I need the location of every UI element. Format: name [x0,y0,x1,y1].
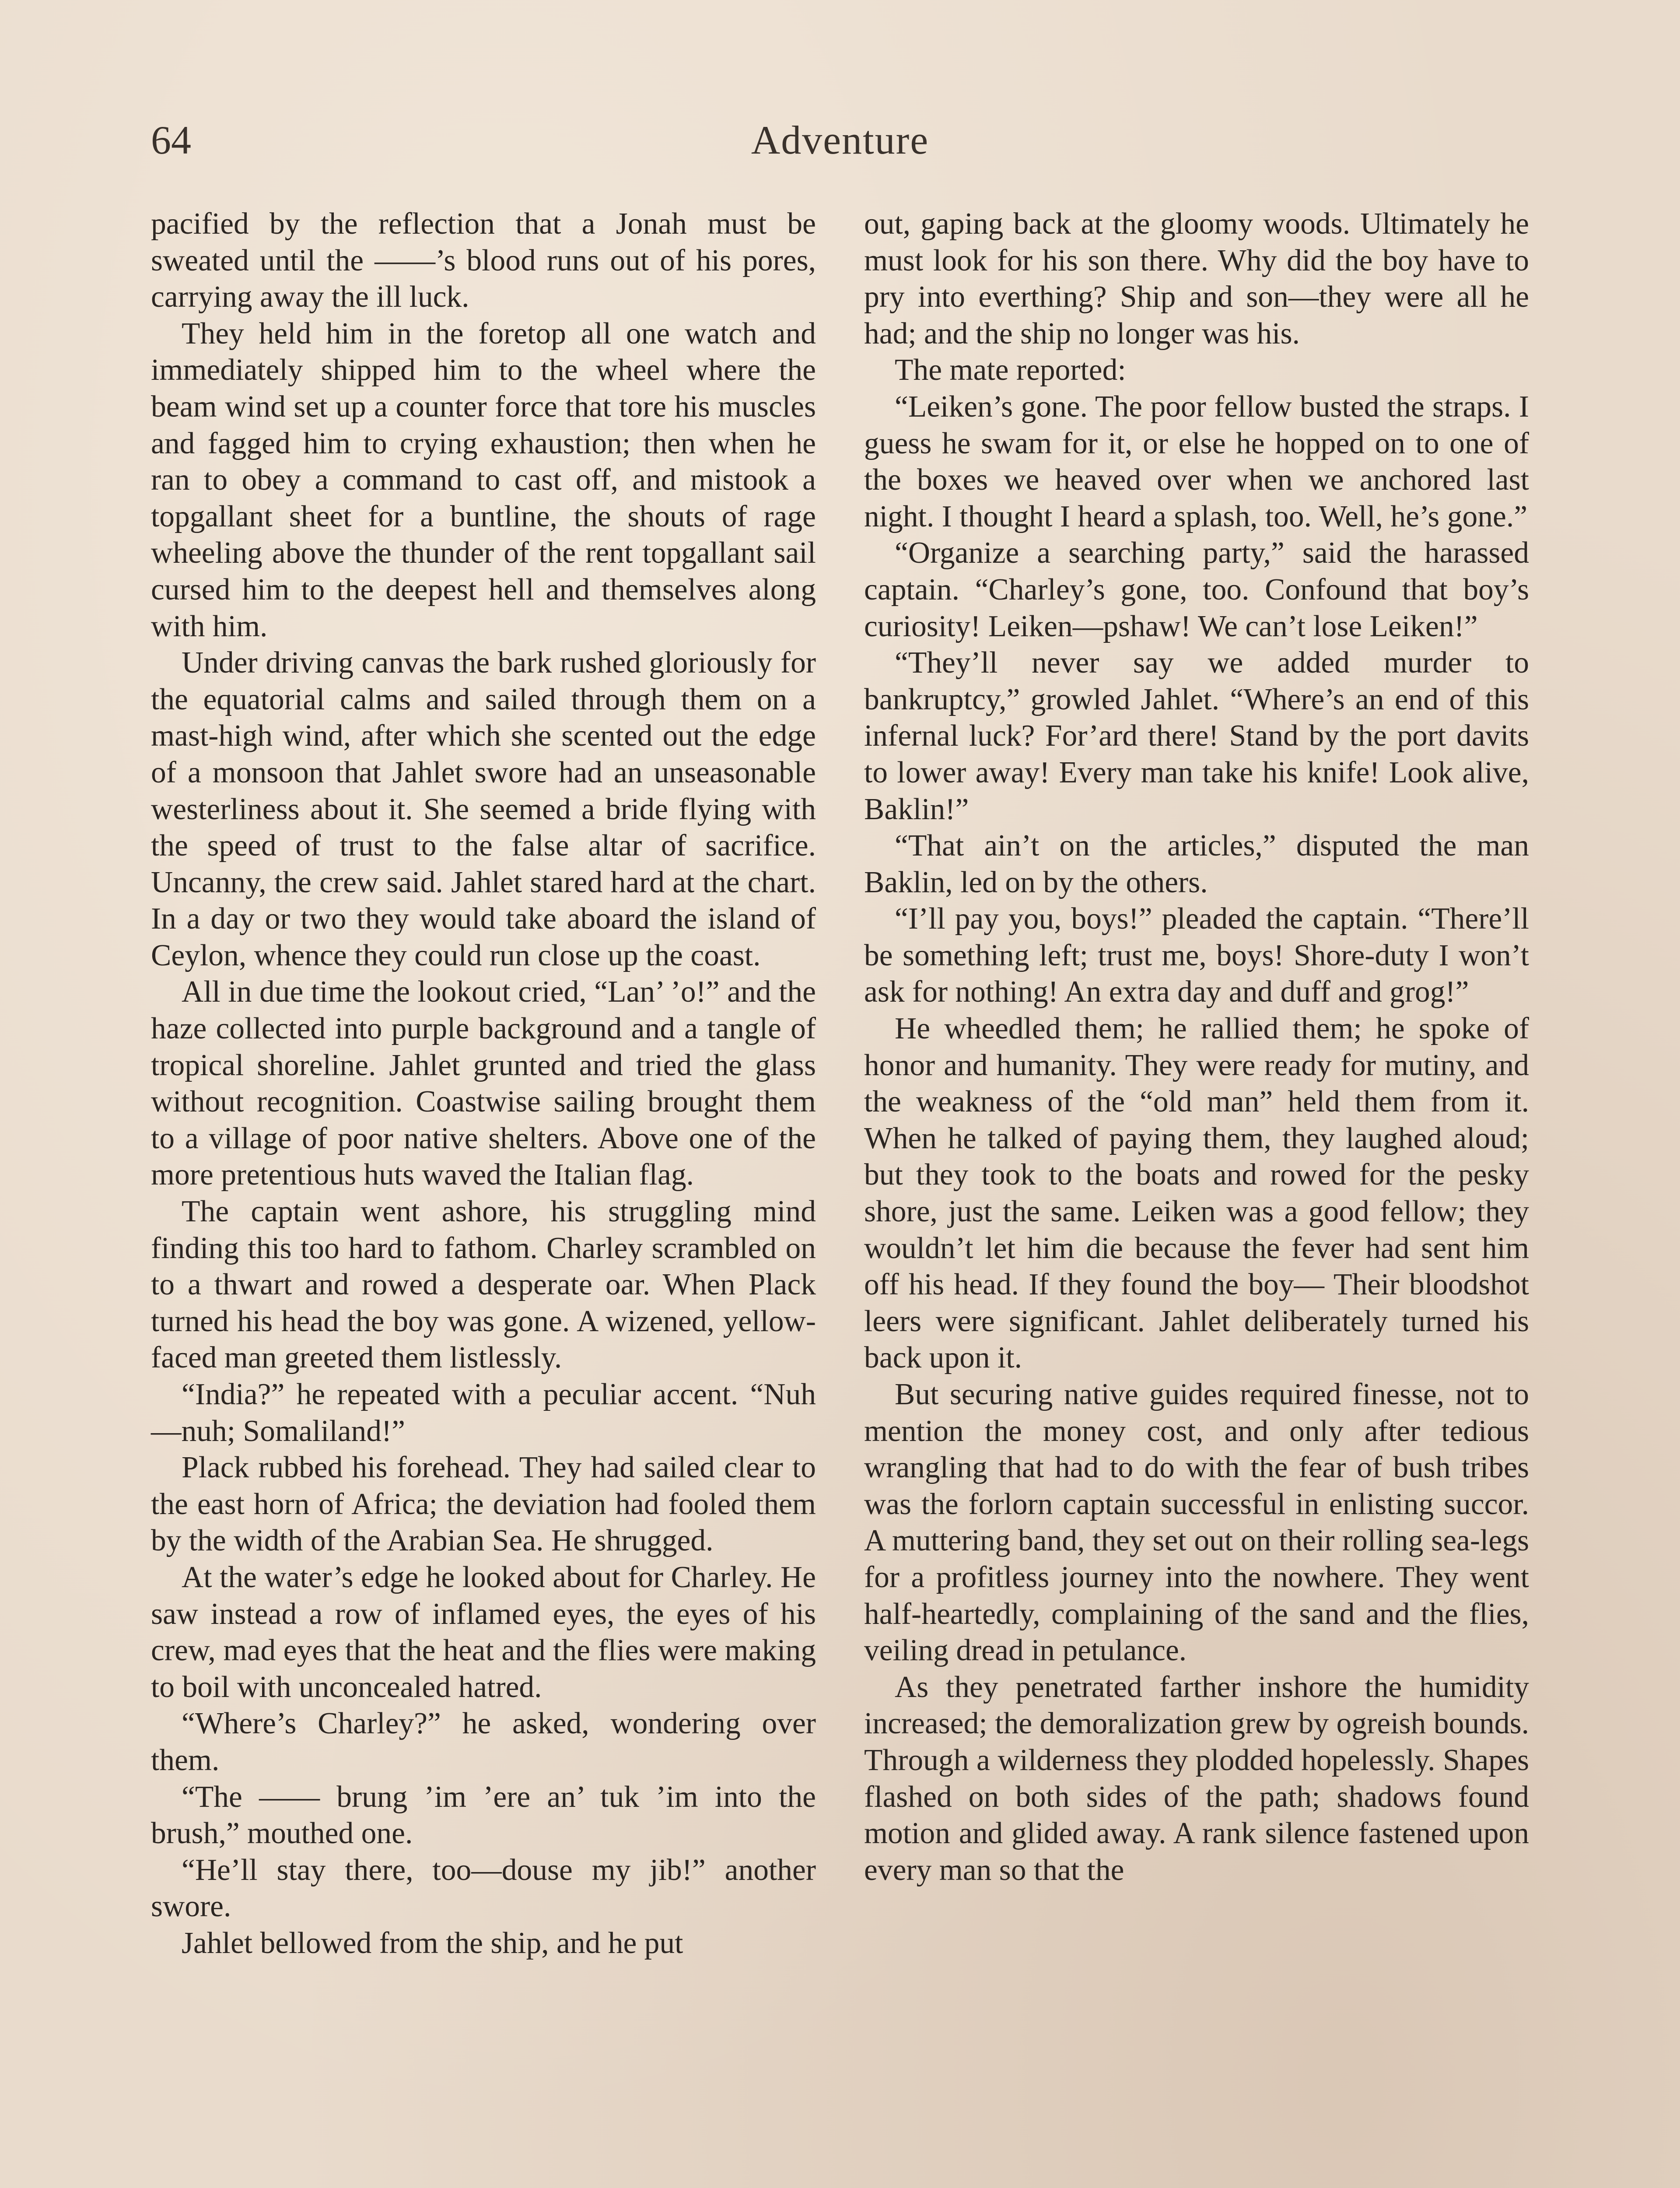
paragraph: “The —— brung ’im ’ere an’ tuk ’im into the brush,” mouthed one. [151,1780,816,1851]
page-header [151,112,1529,168]
right-column [864,206,1529,1888]
paragraph: Jahlet bellowed from the ship, and he put [182,1926,683,1960]
paragraph: He wheedled them; he rallied them; he spoke of honor and humanity. They were ready for mutiny, and the weakness of the “old man” held them from it. When he talked of paying them, they laughed aloud; but they took to the boats and rowed for the pesky shore, just the same. Leiken was a good fellow; they wouldn’t let him die because the fever had sent him off his head. If they found the boy— Their bloodshot leers were significant. Jahlet deliberately turned his back upon it. [864,1012,1529,1375]
paragraph: As they penetrated farther inshore the humidity increased; the demoralization grew by ogreish bounds. Through a wilderness they plodded hopelessly. Shapes flashed on both sides of the path; shadows found motion and glided away. A rank silence fastened upon every man so that the [864,1670,1529,1887]
paragraph: At the water’s edge he looked about for Charley. He saw instead a row of inflamed eyes, the eyes of his crew, mad eyes that the heat and the flies were making to boil with unconcealed hatred. [151,1560,816,1704]
paragraph: Under driving canvas the bark rushed gloriously for the equatorial calms and sailed through them on a mast-high wind, after which she scented out the edge of a monsoon that Jahlet swore had an unseasonable westerliness about it. She seemed a bride flying with the speed of trust to the false altar of sacrifice. Uncanny, the crew said. Jahlet stared hard at the chart. In a day or two they would take aboard the island of Ceylon, whence they could run close up the coast. [151,646,816,972]
paragraph: “He’ll stay there, too—douse my jib!” another swore. [151,1853,816,1924]
paragraph: pacified by the reflection that a Jonah must be sweated until the ——’s blood runs out of his pores, carrying away the ill luck. [151,207,816,314]
paragraph: “That ain’t on the articles,” disputed the man Baklin, led on by the others. [864,829,1529,899]
paragraph: Plack rubbed his forehead. They had sailed clear to the east horn of Africa; the deviation had fooled them by the width of the Arabian Sea. He shrugged. [151,1451,816,1558]
paragraph: “Where’s Charley?” he asked, wondering over them. [151,1707,816,1777]
running-title: Adventure [751,118,929,162]
left-column [151,206,816,1962]
paragraph: “I’ll pay you, boys!” pleaded the captain. “There’ll be something left; trust me, boys! Shore-duty I won’t ask for nothing! An extra day and duff and grog!” [864,902,1529,1009]
paragraph: The mate reported: [895,353,1126,387]
paragraph: “They’ll never say we added murder to bankruptcy,” growled Jahlet. “Where’s an end of this infernal luck? For’ard there! Stand by the port davits to lower away! Every man take his knife! Look alive, Baklin!” [864,646,1529,826]
paragraph: They held him in the foretop all one watch and immediately shipped him to the wheel where the beam wind set up a counter force that tore his muscles and fagged him to crying exhaustion; then when he ran to obey a command to cast off, and mistook a topgallant sheet for a buntline, the shouts of rage wheeling above the thunder of the rent topgallant sail cursed him to the deepest hell and themselves along with him. [151,316,816,643]
paragraph: The captain went ashore, his struggling mind finding this too hard to fathom. Charley scrambled on to a thwart and rowed a desperate oar. When Plack turned his head the boy was gone. A wizened, yellow-faced man greeted them listlessly. [151,1195,816,1375]
paragraph: “Leiken’s gone. The poor fellow busted the straps. I guess he swam for it, or else he hopped on to one of the boxes we heaved over when we anchored last night. I thought I heard a splash, too. Well, he’s gone.” [864,389,1529,533]
paragraph: “Organize a searching party,” said the harassed captain. “Charley’s gone, too. Confound that boy’s curiosity! Leiken—pshaw! We can’t lose Leiken!” [864,536,1529,643]
paragraph: But securing native guides required finesse, not to mention the money cost, and only after tedious wrangling that had to do with the fear of bush tribes was the forlorn captain successful in enlisting succor. A muttering band, they set out on their rolling sea-legs for a profitless journey into the nowhere. They went half-heartedly, complaining of the sand and the flies, veiling dread in petulance. [864,1378,1529,1668]
page-number: 64 [151,118,191,162]
paragraph: “India?” he repeated with a peculiar accent. “Nuh—nuh; Somaliland!” [151,1378,816,1448]
paragraph: out, gaping back at the gloomy woods. Ultimately he must look for his son there. Why did the boy have to pry into everthing? Ship and son—they were all he had; and the ship no longer was his. [864,207,1529,351]
paragraph: All in due time the lookout cried, “Lan’ ’o!” and the haze collected into purple background and a tangle of tropical shoreline. Jahlet grunted and tried the glass without recognition. Coastwise sailing brought them to a village of poor native shelters. Above one of the more pretentious huts waved the Italian flag. [151,975,816,1192]
